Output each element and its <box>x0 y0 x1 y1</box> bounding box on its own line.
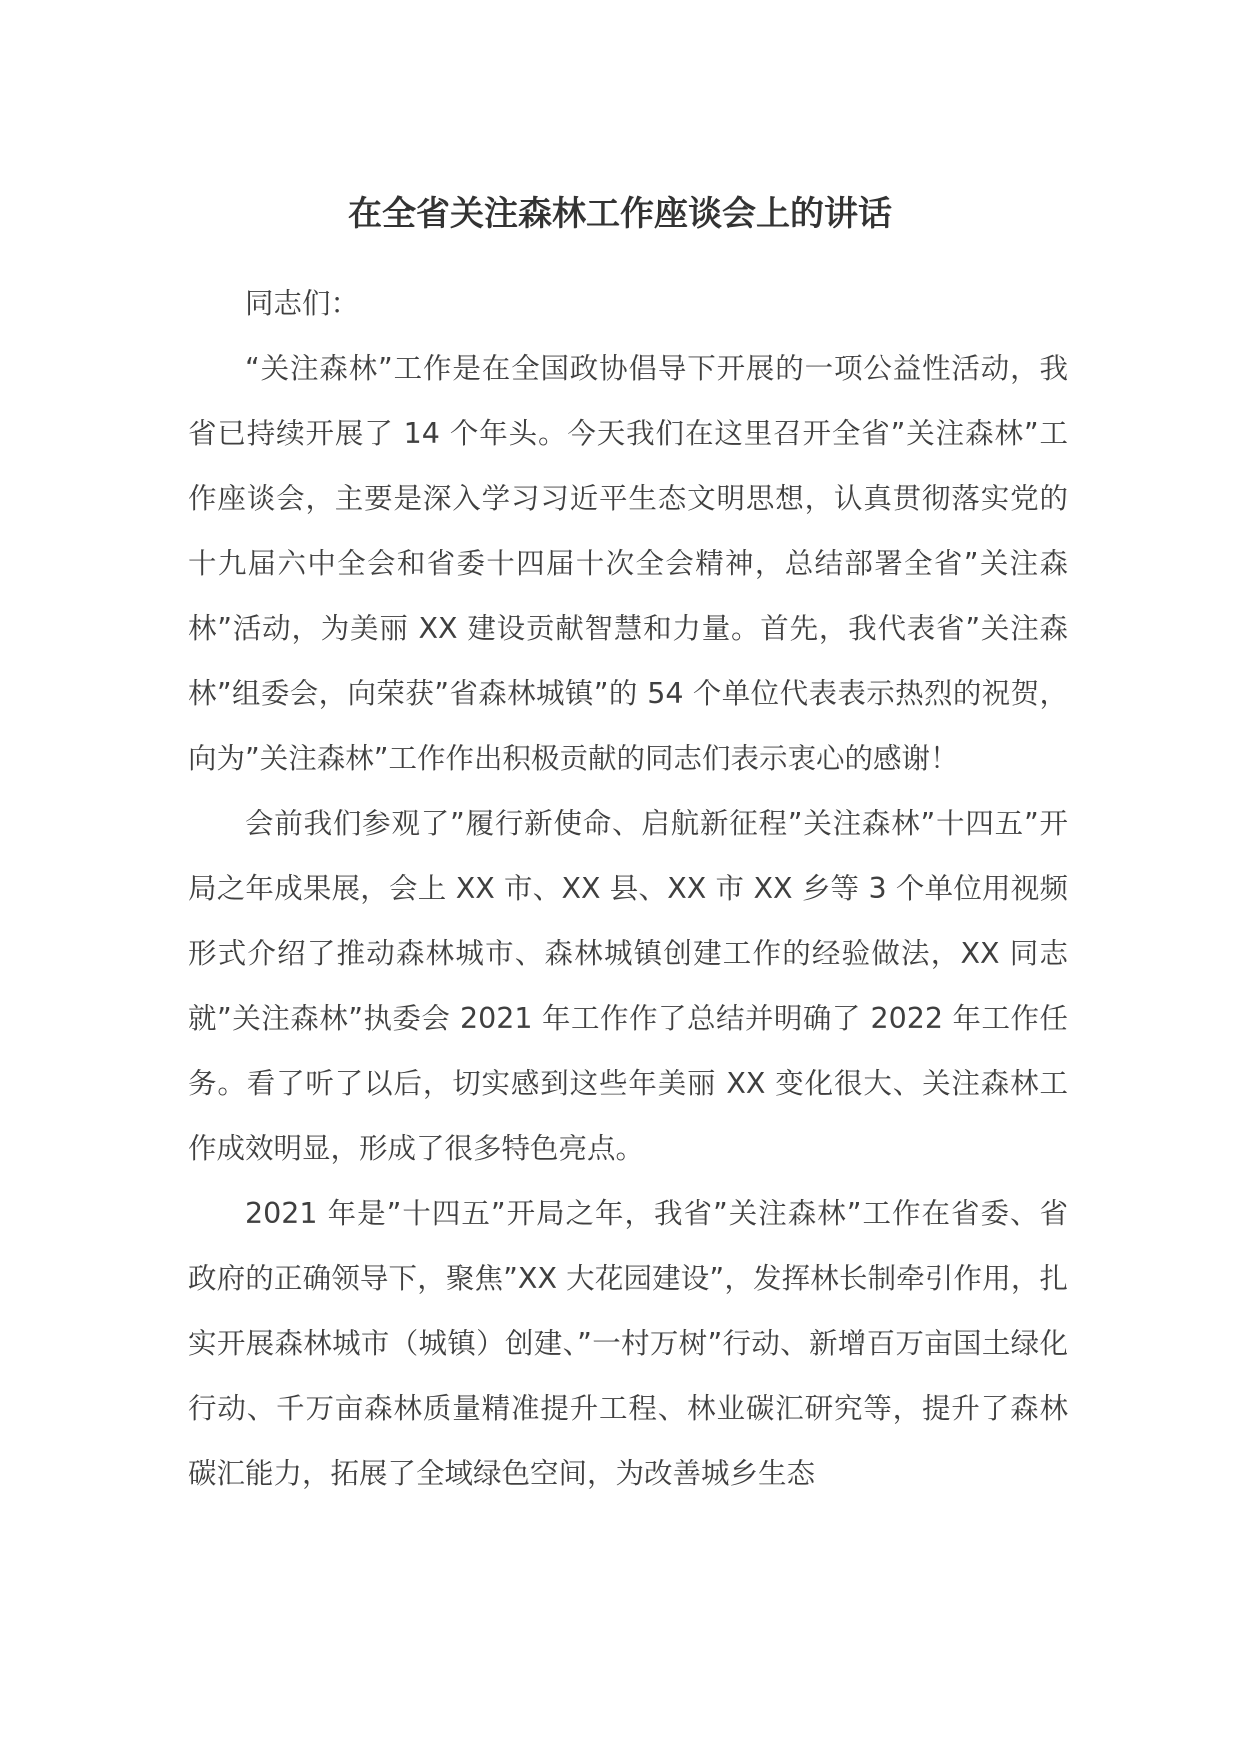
document-title: 在全省关注森林工作座谈会上的讲话 <box>348 194 892 234</box>
paragraph-3: 2021 年是”十四五”开局之年，我省”关注森林”工作在省委、省政府的正确领导下，聚焦”XX 大花园建设”，发挥林长制牵引作用，扎实开展森林城市（城镇）创建、”一村万树”行动、新增百万亩国土绿化行动、千万亩森林质量精准提升工程、林业碳汇研究等，提升了森林碳汇能力，拓展了全域绿色空间，为改善城乡生态 <box>188 1197 1068 1490</box>
document-body <box>188 271 1068 1506</box>
paragraph-1: “关注森林”工作是在全国政协倡导下开展的一项公益性活动，我省已持续开展了 14 个年头。今天我们在这里召开全省”关注森林”工作座谈会，主要是深入学习习近平生态文明思想，认真贯彻落实党的十九届六中全会和省委十四届十次全会精神，总结部署全省”关注森林”活动，为美丽 XX 建设贡献智慧和力量。首先，我代表省”关注森林”组委会，向荣获”省森林城镇”的 54 个单位代表表示热烈的祝贺，向为”关注森林”工作作出积极贡献的同志们表示衷心的感谢！ <box>188 352 1068 775</box>
salutation: 同志们： <box>245 287 360 320</box>
paragraph-2: 会前我们参观了”履行新使命、启航新征程”关注森林”十四五”开局之年成果展，会上 XX 市、XX 县、XX 市 XX 乡等 3 个单位用视频形式介绍了推动森林城市、森林城镇创建工作的经验做法，XX 同志就”关注森林”执委会 2021 年工作作了总结并明确了 2022 年工作任务。看了听了以后，切实感到这些年美丽 XX 变化很大、关注森林工作成效明显，形成了很多特色亮点。 <box>188 807 1068 1165</box>
